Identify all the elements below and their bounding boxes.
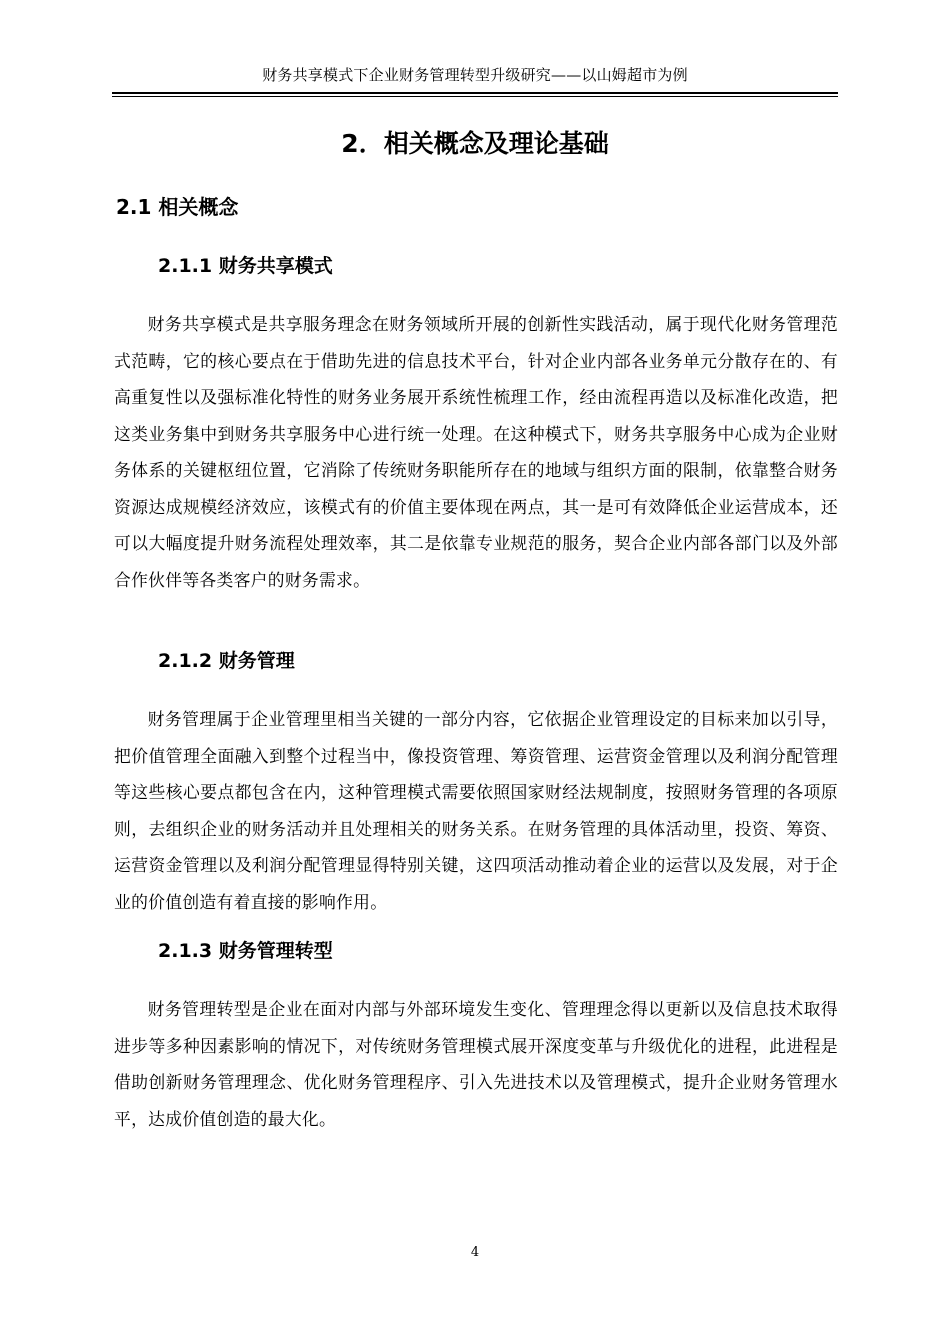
paragraph-2-1-1: 财务共享模式是共享服务理念在财务领域所开展的创新性实践活动，属于现代化财务管理范式范畴，它的核心要点在于借助先进的信息技术平台，针对企业内部各业务单元分散存在的、有高重复性以及强标准化特性的财务业务展开系统性梳理工作，经由流程再造以及标准化改造，把这类业务集中到财务共享服务中心进行统一处理。在这种模式下，财务共享服务中心成为企业财务体系的关键枢纽位置，它消除了传统财务职能所存在的地域与组织方面的限制，依靠整合财务资源达成规模经济效应，该模式有的价值主要体现在两点，其一是可有效降低企业运营成本，还可以大幅度提升财务流程处理效率，其二是依靠专业规范的服务，契合企业内部各部门以及外部合作伙伴等各类客户的财务需求。 (114, 314, 838, 590)
paragraph-2-1-2: 财务管理属于企业管理里相当关键的一部分内容，它依据企业管理设定的目标来加以引导，把价值管理全面融入到整个过程当中，像投资管理、筹资管理、运营资金管理以及利润分配管理等这些核心要点都包含在内，这种管理模式需要依照国家财经法规制度，按照财务管理的各项原则，去组织企业的财务活动并且处理相关的财务关系。在财务管理的具体活动里，投资、筹资、运营资金管理以及利润分配管理显得特别关键，这四项活动推动着企业的运营以及发展，对于企业的价值创造有着直接的影响作用。 (114, 709, 838, 912)
subsection-heading-2-1-3: 2.1.3 财务管理转型 (158, 940, 333, 962)
section-heading: 2.1 相关概念 (116, 195, 239, 219)
subsection-heading-2-1-2: 2.1.2 财务管理 (158, 650, 295, 672)
chapter-title: 2．相关概念及理论基础 (341, 129, 609, 158)
running-header: 财务共享模式下企业财务管理转型升级研究——以山姆超市为例 (262, 66, 688, 84)
header-rule-thin (112, 96, 838, 97)
header-rule-thick (112, 92, 838, 94)
page-number: 4 (470, 1245, 480, 1260)
paragraph-2-1-3: 财务管理转型是企业在面对内部与外部环境发生变化、管理理念得以更新以及信息技术取得进步等多种因素影响的情况下，对传统财务管理模式展开深度变革与升级优化的进程，此进程是借助创新财务管理理念、优化财务管理程序、引入先进技术以及管理模式，提升企业财务管理水平，达成价值创造的最大化。 (114, 999, 838, 1129)
subsection-heading-2-1-1: 2.1.1 财务共享模式 (158, 255, 333, 277)
